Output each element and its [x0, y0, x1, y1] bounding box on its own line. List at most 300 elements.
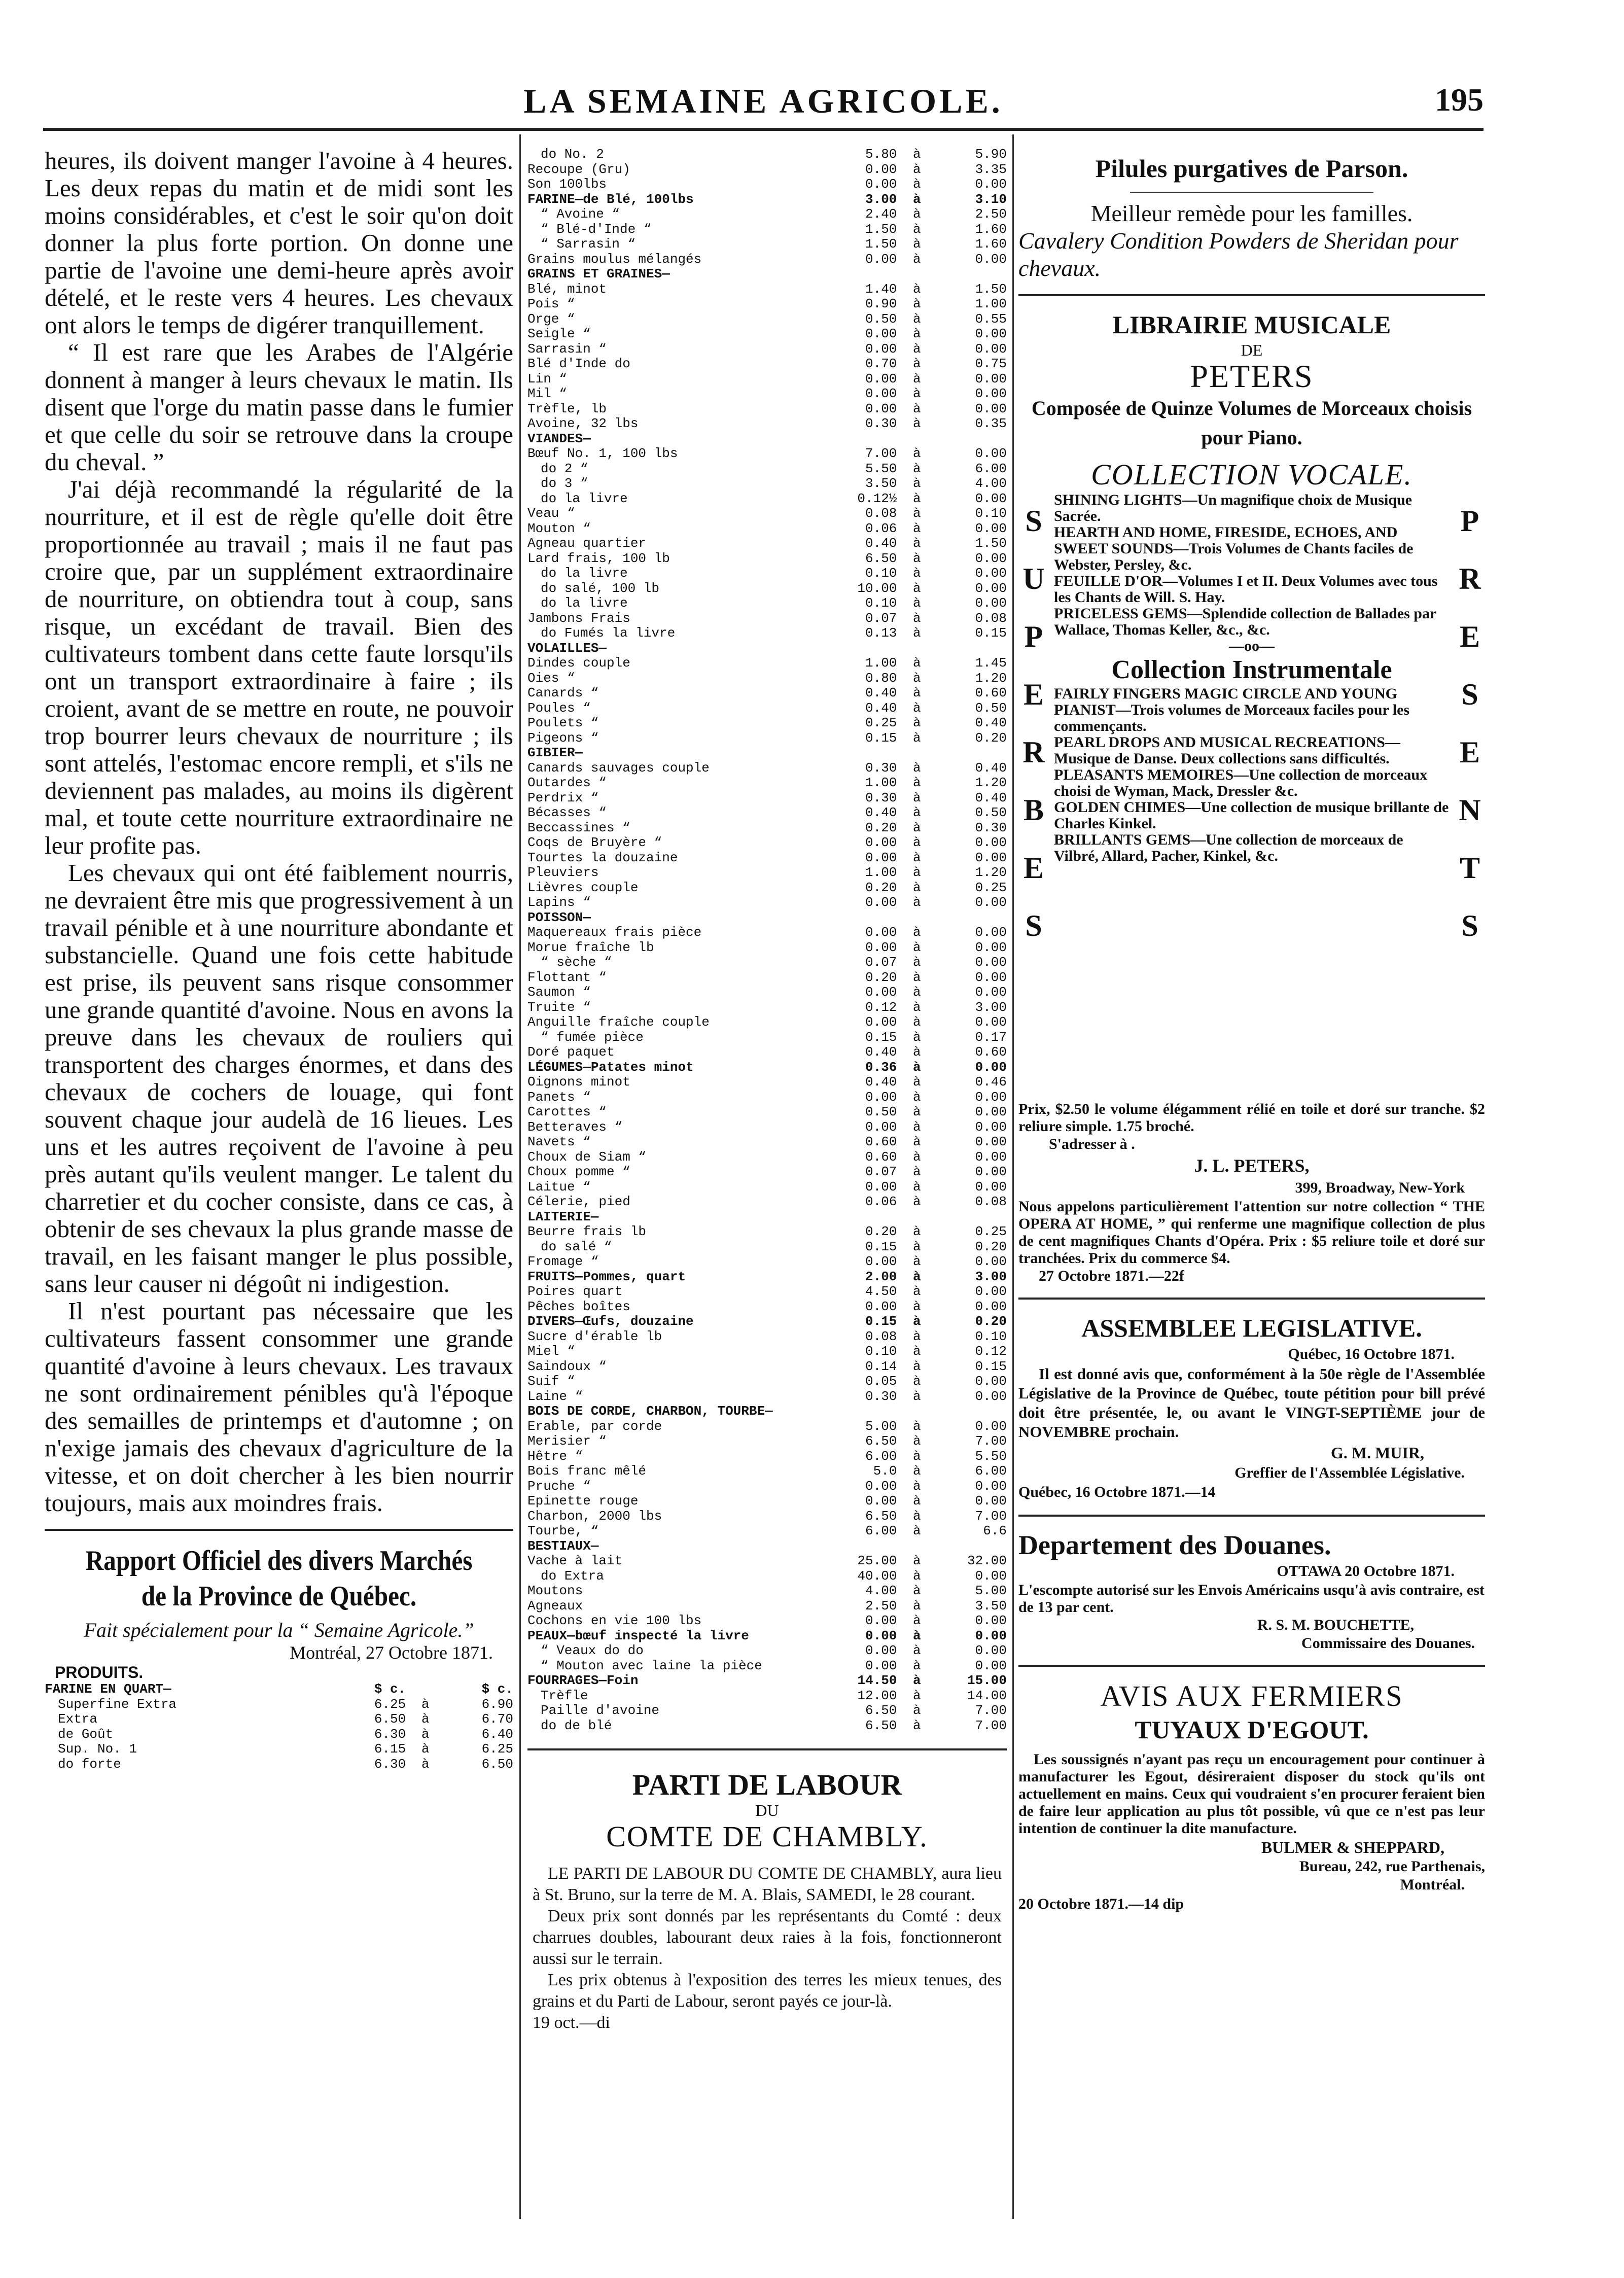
rapport-date: Montréal, 27 Octobre 1871.	[290, 1642, 493, 1663]
price-high: 1.60	[975, 237, 1007, 252]
section-rule	[1018, 1298, 1485, 1300]
price-sep: à	[912, 387, 921, 401]
price-low: 0.00	[865, 1015, 897, 1030]
price-sep: à	[912, 327, 921, 341]
price-row	[527, 1150, 1007, 1165]
price-sep: à	[912, 192, 921, 207]
price-low: 6.50	[865, 551, 897, 566]
presents-letter: S	[1461, 678, 1478, 711]
product-name: Coqs de Bruyère “	[527, 835, 662, 850]
price-high: 0.40	[975, 790, 1007, 805]
price-high: 15.00	[967, 1673, 1007, 1688]
price-low: 0.00	[865, 162, 897, 177]
price-low: 0.00	[865, 341, 897, 357]
farine-table	[45, 1682, 513, 1772]
price-sep: à	[912, 716, 921, 730]
product-name: Erable, par corde	[527, 1419, 662, 1434]
price-sep: à	[912, 1314, 921, 1329]
product-name: “ Avoine “	[541, 207, 620, 222]
superbes-letter: B	[1023, 793, 1044, 827]
product-name: FARINE—de Blé, 100lbs	[527, 192, 694, 207]
price-high: 0.15	[975, 626, 1007, 641]
price-row	[527, 297, 1007, 312]
price-high: 7.00	[975, 1434, 1007, 1449]
price-high: 6.6	[983, 1524, 1007, 1538]
price-high: 0.00	[975, 1179, 1007, 1195]
price-high: 6.50	[481, 1757, 513, 1772]
price-sep: à	[912, 1015, 921, 1030]
price-low: 0.00	[865, 1643, 897, 1658]
price-row	[527, 1344, 1007, 1359]
price-row	[527, 1554, 1007, 1569]
table-header-row	[45, 1682, 513, 1697]
product-name: FOURRAGES—Foin	[527, 1673, 639, 1688]
price-high: 0.00	[975, 1419, 1007, 1434]
price-high: 0.00	[975, 1060, 1007, 1075]
price-sep: à	[912, 1568, 921, 1584]
product-name: Seigle “	[527, 327, 591, 341]
price-row	[527, 1494, 1007, 1509]
rapport-subtitle: Fait spécialement pour la “ Semaine Agricole.”	[84, 1619, 474, 1641]
product-name: Laitue “	[527, 1179, 591, 1195]
price-row	[527, 1689, 1007, 1704]
presents-letter: T	[1459, 851, 1480, 885]
price-low: 0.00	[865, 1658, 897, 1673]
price-row	[527, 1165, 1007, 1180]
product-name: Cochons en vie 100 lbs	[527, 1614, 702, 1628]
price-row	[527, 671, 1007, 686]
price-high: 6.00	[975, 1464, 1007, 1479]
price-low: 0.40	[865, 686, 897, 700]
price-row	[527, 1015, 1007, 1030]
price-row	[527, 581, 1007, 597]
product-name: Blé, minot	[527, 282, 607, 297]
price-row	[527, 895, 1007, 910]
price-low: 5.50	[865, 461, 897, 476]
category-row	[527, 1210, 1007, 1225]
price-low: 3.00	[865, 192, 897, 207]
price-low: 0.20	[865, 970, 897, 985]
price-sep: à	[912, 371, 921, 387]
peters-title: PETERS	[1190, 358, 1314, 394]
price-low: 7.00	[865, 446, 897, 461]
superbes-letter: E	[1023, 678, 1044, 711]
vocale-item: PRICELESS GEMS—Splendide collection de Ballades par Wallace, Thomas Keller, &c., &c.	[1054, 605, 1436, 638]
price-low: 0.00	[865, 940, 897, 955]
product-name: Oignons minot	[527, 1075, 630, 1090]
avis-title: AVIS AUX FERMIERS	[1100, 1679, 1403, 1712]
price-row	[527, 686, 1007, 701]
column-divider-2	[1012, 134, 1014, 2219]
product-name: Pleuviers	[527, 865, 599, 880]
price-sep: à	[912, 686, 921, 700]
product-name: Mouton “	[527, 521, 591, 536]
column-2	[527, 147, 1007, 2237]
price-sep: à	[912, 1584, 921, 1598]
price-sep: à	[912, 1494, 921, 1509]
price-row	[527, 955, 1007, 970]
price-sep: à	[912, 1239, 921, 1254]
price-row	[45, 1727, 513, 1742]
column-3	[1018, 147, 1485, 2237]
product-name: Tourtes la douzaine	[527, 850, 678, 865]
price-row	[527, 1599, 1007, 1614]
price-high: 0.00	[975, 252, 1007, 267]
price-low: 0.00	[865, 1299, 897, 1314]
price-row	[45, 1742, 513, 1757]
price-row	[527, 985, 1007, 1000]
price-high: 0.00	[975, 521, 1007, 536]
category-row	[527, 910, 1007, 926]
price-low: 0.06	[865, 521, 897, 536]
category-row	[527, 192, 1007, 207]
price-high: 0.17	[975, 1030, 1007, 1045]
price-sep: à	[912, 1119, 921, 1135]
price-sep: à	[912, 461, 921, 476]
price-high: 0.60	[975, 686, 1007, 700]
pilules-text: Meilleur remède pour les familles.	[1090, 200, 1413, 226]
price-low: 0.00	[865, 1254, 897, 1269]
price-high: 0.40	[975, 760, 1007, 776]
price-row	[45, 1697, 513, 1712]
price-sep: à	[912, 1673, 921, 1688]
price-row	[527, 566, 1007, 581]
price-high: 3.10	[975, 192, 1007, 207]
price-high	[937, 1210, 1007, 1225]
price-sep	[897, 432, 937, 447]
price-sep: à	[912, 551, 921, 566]
category-row	[527, 1060, 1007, 1075]
muir-date: Québec, 16 Octobre 1871.—14	[1018, 1484, 1216, 1500]
price-low: 0.00	[865, 401, 897, 416]
article-paragraph: Les chevaux qui ont été faiblement nourris, ne devraient être mis que progressivement à un travail pénible et à une nourriture abondante et substancielle. Quand une fois cette habitude est prise, ils peuvent sans risque consommer une grande quantité d'avoine. Nous en avons la preuve dans les chevaux de rouliers qui transportent des charges énormes, et dans des chevaux de cochers de louage, qui font souvent chaque jour audelà de 16 lieues. Les uns et les autres reçoivent de l'avoine à peu près autant qu'ils veulent manger. Le talent du charretier et du cocher consiste, dans ce cas, à obtenir de ses chevaux la plus grande masse de travail, en les faisant manger le plus possible, sans leur causer ni dégoût ni indigestion.	[45, 859, 513, 1298]
price-high: 0.08	[975, 1195, 1007, 1209]
price-sep: à	[912, 177, 921, 192]
product-name: do forte	[58, 1757, 121, 1772]
price-high: 3.00	[975, 1000, 1007, 1015]
price-sep: à	[912, 207, 921, 222]
column-divider-1	[519, 134, 521, 2219]
price-low: 0.08	[865, 506, 897, 521]
price-high: 0.20	[975, 1314, 1007, 1329]
price-high: 3.35	[975, 162, 1007, 177]
price-sep: à	[912, 1643, 921, 1658]
commissaire-title: Commissaire des Douanes.	[1301, 1635, 1475, 1652]
product-name: Truite “	[527, 1000, 591, 1015]
price-low: 0.00	[865, 1119, 897, 1135]
price-low: 6.50	[865, 1703, 897, 1718]
price-high	[937, 267, 1007, 282]
assemblee-text: Il est donné avis que, conformément à la 50e règle de l'Assemblée Législative de la Province de Québec, toute pétition pour bill prévé doit être présentée, le, ou avant le VINGT-SEPTIÈME jour de NOVEMBRE prochain.	[1018, 1365, 1485, 1441]
price-high: 0.00	[975, 341, 1007, 357]
price-row	[527, 776, 1007, 791]
price-high: 0.00	[975, 1090, 1007, 1105]
product-name: Saindoux “	[527, 1359, 607, 1374]
product-name: Pois “	[527, 297, 575, 311]
greffier-title: Greffier de l'Assemblée Législative.	[1234, 1464, 1465, 1481]
price-low: 1.00	[865, 656, 897, 671]
vocale-list	[1054, 492, 1450, 864]
product-name: “ Veaux do do	[541, 1643, 644, 1658]
price-row	[527, 1374, 1007, 1389]
price-row	[527, 1284, 1007, 1300]
parti-paragraph: Deux prix sont donnés par les représentants du Comté : deux charrues doubles, labourant deux raies à la fois, fonctionneront aussi sur le terrain.	[533, 1907, 1002, 1968]
price-sep: à	[912, 1658, 921, 1673]
price-high: 0.00	[975, 895, 1007, 910]
price-row	[527, 851, 1007, 866]
price-sep: à	[912, 446, 921, 461]
price-low: 0.10	[865, 1344, 897, 1359]
category-row	[527, 1539, 1007, 1554]
price-row	[527, 731, 1007, 746]
product-name: Avoine, 32 lbs	[527, 416, 639, 431]
price-low: 6.50	[865, 1509, 897, 1524]
price-high: 5.50	[975, 1449, 1007, 1464]
price-sep: à	[912, 656, 921, 671]
price-row	[527, 791, 1007, 806]
price-row	[527, 462, 1007, 477]
price-low: 0.00	[865, 895, 897, 910]
price-high: 0.00	[975, 1119, 1007, 1135]
vocale-item: FEUILLE D'OR—Volumes I et II. Deux Volumes avec tous les Chants de Will. S. Hay.	[1054, 573, 1438, 606]
price-row	[527, 207, 1007, 222]
escompte-text: L'escompte autorisé sur les Envois Américains usqu'à avis contraire, est de 13 par cent.	[1018, 1582, 1485, 1616]
price-high: 0.00	[975, 1284, 1007, 1299]
parti-paragraph: Les prix obtenus à l'exposition des terres les mieux tenues, des grains et du Parti de Labour, seront payés ce jour-là.	[533, 1971, 1002, 2011]
product-name: Laine “	[527, 1389, 583, 1404]
product-name: VOLAILLES—	[527, 641, 607, 656]
price-high: 0.00	[975, 955, 1007, 970]
price-high: 1.00	[975, 297, 1007, 311]
price-sep: à	[912, 222, 921, 237]
price-sep: à	[912, 282, 921, 297]
price-sep: à	[912, 880, 921, 895]
price-sep: à	[912, 865, 921, 880]
price-high: 32.00	[967, 1554, 1007, 1568]
price-low: 0.00	[865, 252, 897, 267]
farine-rows	[45, 1697, 513, 1772]
product-name: LÉGUMES—Patates minot	[527, 1060, 694, 1075]
price-high	[937, 1404, 1007, 1419]
price-low	[827, 746, 897, 761]
price-high	[937, 746, 1007, 761]
price-row	[527, 162, 1007, 178]
rapport-title-line-1: Rapport Officiel des divers Marchés	[85, 1545, 473, 1576]
product-name: Miel “	[527, 1344, 575, 1359]
price-sep: à	[912, 1628, 921, 1643]
product-name: Bécasses “	[527, 805, 607, 820]
category-row	[527, 1673, 1007, 1689]
price-row	[527, 1419, 1007, 1434]
product-name: do la livre	[541, 566, 628, 581]
price-low	[827, 1404, 897, 1419]
price-low	[827, 1210, 897, 1225]
price-row	[527, 312, 1007, 327]
price-low: 0.90	[865, 297, 897, 311]
price-high: 0.00	[975, 1165, 1007, 1179]
price-sep: à	[912, 1479, 921, 1494]
price-low: 0.00	[865, 177, 897, 192]
price-high: 5.90	[975, 147, 1007, 162]
product-name: Beccassines “	[527, 820, 630, 835]
price-low: 0.13	[865, 626, 897, 641]
price-sep: à	[421, 1712, 430, 1727]
product-name: “ Blé-d'Inde “	[541, 222, 652, 237]
price-sep: à	[421, 1727, 430, 1742]
product-name: Sarrasin “	[527, 341, 607, 357]
article-paragraph: Il n'est pourtant pas nécessaire que les cultivateurs fassent consommer une grande quantité d'avoine à leurs chevaux. Les travaux ne sont ordinairement pénibles qu'à l'époque des semailles de printemps et d'automne ; on n'exige jamais des chevaux d'agriculture de la vitesse, et on doit chercher à les bien nourrir toujours, mais aux moindres frais.	[45, 1297, 513, 1517]
price-row	[527, 925, 1007, 940]
product-name: Bois franc mêlé	[527, 1464, 647, 1479]
price-low: 5.0	[873, 1464, 897, 1479]
price-row	[527, 1659, 1007, 1674]
price-low: 0.00	[865, 1628, 897, 1643]
product-name: “ sèche “	[541, 955, 612, 970]
price-sep: à	[912, 940, 921, 955]
ottawa-date: OTTAWA 20 Octobre 1871.	[1277, 1563, 1455, 1580]
price-row	[527, 1240, 1007, 1255]
product-name: Lard frais, 100 lb	[527, 551, 670, 566]
price-high: 0.30	[975, 820, 1007, 835]
price-high: 0.00	[975, 1658, 1007, 1673]
bulmer-city: Montréal.	[1400, 1876, 1465, 1893]
price-row	[527, 1703, 1007, 1719]
price-high: 2.50	[975, 207, 1007, 222]
price-high: 4.00	[975, 476, 1007, 491]
price-high: 1.60	[975, 222, 1007, 237]
price-row	[527, 1434, 1007, 1449]
price-row	[527, 506, 1007, 521]
price-sep: à	[912, 1284, 921, 1299]
product-name: BESTIAUX—	[527, 1538, 599, 1554]
product-name: Pêches boîtes	[527, 1299, 630, 1314]
price-low: 14.50	[857, 1673, 897, 1688]
product-name: POISSON—	[527, 910, 591, 925]
price-sep: à	[912, 626, 921, 641]
price-high: 0.00	[975, 1643, 1007, 1658]
price-sep: à	[912, 1329, 921, 1344]
price-low: 6.50	[865, 1718, 897, 1733]
price-sep	[897, 910, 937, 926]
price-low: 0.00	[865, 1494, 897, 1509]
superbes-letter: R	[1022, 735, 1045, 769]
price-row	[527, 940, 1007, 956]
price-sep: à	[912, 776, 921, 790]
product-name: Poulets “	[527, 716, 599, 730]
price-high: 7.00	[975, 1718, 1007, 1733]
price-sep: à	[912, 1703, 921, 1718]
product-name: Epinette rouge	[527, 1494, 639, 1509]
market-price-table	[527, 147, 1007, 1733]
price-sep: à	[912, 1000, 921, 1015]
price-sep: à	[912, 147, 921, 162]
product-name: GIBIER—	[527, 746, 583, 760]
presents-letter: N	[1459, 793, 1481, 827]
price-sep: à	[912, 1524, 921, 1538]
price-sep: à	[912, 925, 921, 940]
price-sep: à	[912, 790, 921, 805]
price-high: 1.45	[975, 656, 1007, 671]
price-sep: à	[912, 521, 921, 536]
price-row	[527, 1719, 1007, 1734]
product-name: Trèfle, lb	[527, 401, 607, 416]
product-name: Pruche “	[527, 1479, 591, 1494]
price-sep: à	[912, 895, 921, 910]
price-high: 0.00	[975, 551, 1007, 566]
category-row	[527, 746, 1007, 761]
price-high: 0.00	[975, 401, 1007, 416]
price-high: 0.00	[975, 446, 1007, 461]
price-low: 0.00	[865, 850, 897, 865]
parti-paragraph: LE PARTI DE LABOUR DU COMTE DE CHAMBLY, aura lieu à St. Bruno, sur la terre de M. A. Blais, SAMEDI, le 28 courant.	[533, 1864, 1002, 1904]
price-sep: à	[912, 252, 921, 267]
price-low: 1.00	[865, 865, 897, 880]
price-low: 5.80	[865, 147, 897, 162]
price-row	[527, 656, 1007, 671]
price-row	[527, 1329, 1007, 1345]
price-row	[45, 1757, 513, 1772]
price-high: 0.00	[975, 985, 1007, 1000]
price-low: 0.20	[865, 1224, 897, 1239]
douanes-title: Departement des Douanes.	[1018, 1530, 1331, 1560]
superbes-letter: S	[1025, 504, 1042, 538]
instr-item: PLEASANTS MEMOIRES—Une collection de morceaux choisi de Wyman, Mack, Dressler &c.	[1054, 766, 1428, 799]
pilules-title: Pilules purgatives de Parson.	[1095, 154, 1408, 183]
product-name: Mil “	[527, 387, 568, 401]
price-sep: à	[912, 237, 921, 252]
product-name: Tourbe, “	[527, 1524, 599, 1538]
assemblee-title: ASSEMBLEE LEGISLATIVE.	[1081, 1314, 1422, 1342]
instr-item: BRILLANTS GEMS—Une collection de morceaux de Vilbré, Allard, Pacher, Kinkel, &c.	[1054, 831, 1403, 864]
price-row	[527, 327, 1007, 342]
price-low: 0.00	[865, 1479, 897, 1494]
column-1	[45, 147, 513, 2212]
price-low: 0.10	[865, 596, 897, 611]
price-high: 0.25	[975, 1224, 1007, 1239]
category-row	[527, 1314, 1007, 1329]
price-row	[527, 1464, 1007, 1479]
price-sep: à	[912, 1060, 921, 1075]
product-name: de Goût	[58, 1727, 114, 1742]
price-high: 1.20	[975, 671, 1007, 686]
price-row	[527, 821, 1007, 836]
price-sep: à	[912, 955, 921, 970]
price-high: 6.25	[481, 1742, 513, 1757]
product-name: Fromage “	[527, 1254, 599, 1269]
product-name: DIVERS—Œufs, douzaine	[527, 1314, 694, 1329]
ornament: —oo—	[1229, 638, 1275, 654]
product-name: Choux pomme “	[527, 1165, 630, 1179]
product-name: Paille d'avoine	[541, 1703, 660, 1718]
librairie-de: DE	[1241, 341, 1263, 359]
product-name: Carottes “	[527, 1105, 607, 1119]
price-row	[527, 1300, 1007, 1315]
price-row	[527, 626, 1007, 641]
price-sep: à	[421, 1757, 430, 1772]
product-name: Lin “	[527, 371, 568, 387]
product-name: FRUITS—Pommes, quart	[527, 1269, 686, 1284]
price-high: 0.00	[975, 581, 1007, 596]
price-low	[827, 267, 897, 282]
product-name: Lièvres couple	[527, 880, 639, 895]
product-name: do 2 “	[541, 461, 588, 476]
price-low: 0.00	[865, 387, 897, 401]
price-low: 6.00	[865, 1449, 897, 1464]
category-row	[527, 1404, 1007, 1419]
price-sep: à	[912, 596, 921, 611]
product-name: Doré paquet	[527, 1045, 615, 1060]
price-low: 3.50	[865, 476, 897, 491]
